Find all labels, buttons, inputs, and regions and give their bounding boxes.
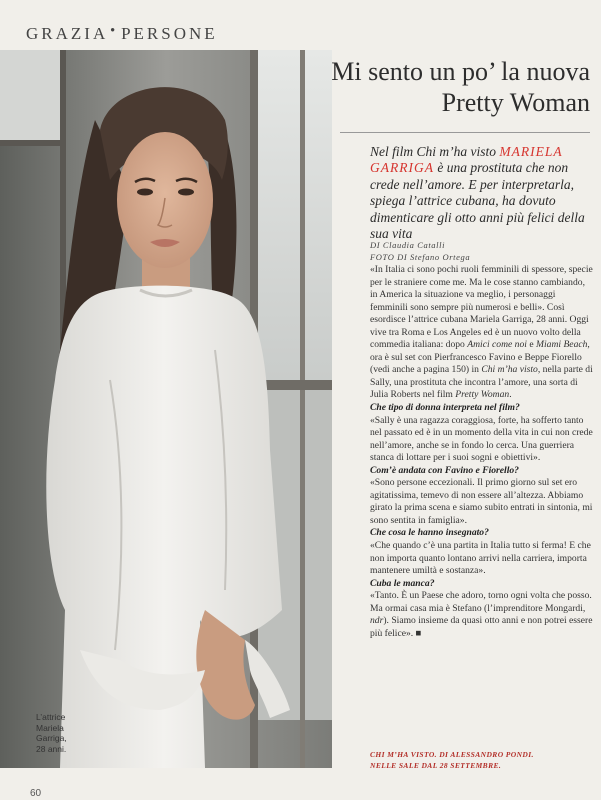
- interview-answer: «Che quando c’è una partita in Italia tutto si ferma! E che non importa quanto lontano arrivi nella carriera, importa mantenere umiltà e sostanza».: [370, 540, 591, 577]
- text-run: .: [509, 389, 512, 401]
- section-name: PERSONE: [121, 24, 218, 43]
- footnote-line: CHI M’HA VISTO. DI ALESSANDRO PONDI.: [370, 750, 534, 759]
- magazine-name: GRAZIA: [26, 24, 109, 43]
- photo-credit: FOTO DI Stefano Ortega: [370, 251, 471, 262]
- interview-question: Com’è andata con Favino e Fiorello?: [370, 464, 519, 476]
- caption-line: Mariela: [36, 722, 64, 733]
- portrait-illustration: [0, 50, 332, 768]
- byline: [370, 240, 592, 263]
- interview-answer: [370, 590, 594, 640]
- footnote-line: NELLE SALE DAL 28 SETTEMBRE.: [370, 761, 502, 770]
- film-title: Chi m’ha visto: [481, 364, 538, 376]
- author-credit: DI Claudia Catalli: [370, 240, 446, 250]
- interview-answer: «Sono persone eccezionali. Il primo giorno sul set ero agitatissima, temevo di non essere all’altezza. Abbiamo girato la prima scena e siamo subito entrati in sintonia, mi sono sentita in famiglia».: [370, 477, 593, 526]
- film-title: Amici come noi: [467, 339, 527, 351]
- text-run: «In Italia ci sono pochi ruoli femminili di spessore, specie per le straniere come me. Ma le cose stanno cambiando, in America la situazione va meglio, i personaggi femminili sono sempre più numerosi e belli». Così esordisce l’attrice cubana Mariela Garriga, 28 anni. Oggi vive tra Roma e Los Angeles ed è un nuovo volto della commedia italiana: dopo: [370, 264, 593, 351]
- interview-question: Che tipo di donna interpreta nel film?: [370, 402, 520, 414]
- film-release-note: [370, 749, 594, 771]
- paragraph: [370, 264, 594, 402]
- caption-line: 28 anni.: [36, 743, 67, 754]
- article-intro: [370, 144, 592, 242]
- headline-line: Pretty Woman: [441, 88, 590, 117]
- actress-surname: GARRIGA: [370, 160, 434, 176]
- article-body: [370, 264, 594, 640]
- interview-question: Che cosa le hanno insegnato?: [370, 527, 489, 539]
- interview-question: Cuba le manca?: [370, 577, 435, 589]
- text-run: , ora è sul set con Pierfrancesco Favino e Beppe Fiorello (vedi anche a pagina 150) in: [370, 339, 590, 376]
- film-title: Pretty Woman: [455, 389, 510, 401]
- section-header: [26, 24, 218, 44]
- editor-note: ndr: [370, 615, 384, 627]
- text-run: , nella parte di Sally, una prostituta che incontra l’amore, una sorta di Julia Roberts nel film: [370, 364, 593, 401]
- interview-answer: «Sally è una ragazza coraggiosa, forte, ha sofferto tanto nel passato ed è in un momento della vita in cui non crede nell’amore, anche se in fondo lo cerca. Una guerriera stanca di lottare per i suoi sogni e obiettivi».: [370, 414, 593, 464]
- caption-line: Garriga,: [36, 733, 67, 743]
- page-number: 60: [30, 788, 42, 799]
- photo-caption: [36, 712, 67, 754]
- film-title: Miami Beach: [536, 339, 588, 351]
- text-run: ). Siamo insieme da quasi otto anni e non potrei essere più felice». ■: [370, 615, 593, 639]
- article-headline: [300, 56, 590, 118]
- actress-name: MARIELA: [499, 144, 563, 159]
- portrait-photo: [0, 50, 332, 768]
- text-run: «Tanto. È un Paese che adoro, torno ogni volta che posso. Ma ormai casa mia è Stefano (l’imprenditore Mongardi,: [370, 590, 592, 614]
- intro-text: è una prostituta che non crede nell’amore. E per interpretarla, spiega l’attrice cubana, ha dovuto dimenticare gli otto anni più felici della sua vita: [370, 160, 585, 242]
- text-run: e: [526, 339, 536, 351]
- headline-line: Mi sento un po’ la nuova: [331, 57, 590, 86]
- headline-divider: [340, 132, 590, 133]
- header-dot: ●: [110, 25, 119, 35]
- caption-line: L’attrice: [36, 712, 66, 722]
- intro-text: Nel film Chi m’ha visto: [370, 144, 500, 159]
